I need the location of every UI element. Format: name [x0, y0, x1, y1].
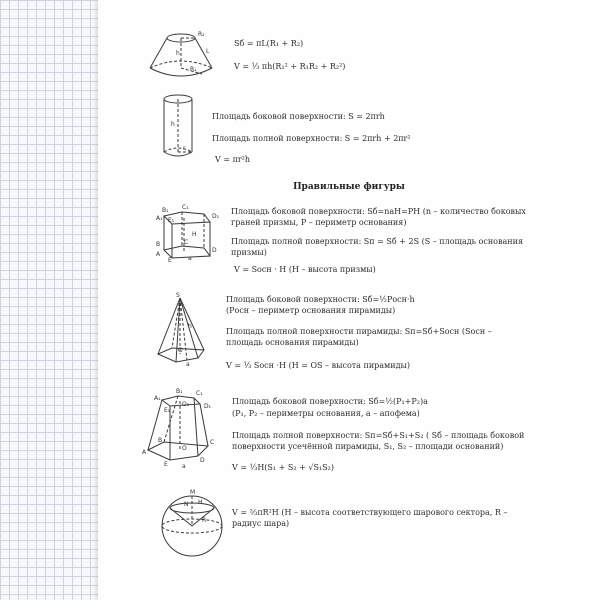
graph-paper-margin	[0, 0, 98, 600]
truncated-lateral-formula: Площадь боковой поверхности: Sб=½(P₁+P₂)a	[232, 397, 428, 406]
label-d: D	[212, 247, 217, 254]
section-title: Правильные фигуры	[293, 182, 405, 192]
label-d: D	[200, 457, 205, 464]
prism-total-formula: Площадь полной поверхности: Sп = Sб + 2S (S – площадь основания призмы)	[231, 237, 523, 257]
prism-figure	[154, 206, 220, 262]
label-l: L	[206, 48, 210, 55]
label-c1: C₁	[182, 204, 189, 211]
label-c: C	[184, 239, 189, 246]
label-e: E	[164, 461, 168, 468]
label-b: B	[158, 437, 163, 444]
label-a1: A₁	[154, 395, 161, 402]
label-e: E	[168, 257, 172, 264]
label-h: H	[192, 231, 197, 238]
label-d1: D₁	[204, 403, 212, 410]
label-r2: R₂	[198, 31, 205, 38]
label-h: h	[171, 121, 175, 128]
prism-volume-formula: V = Sосн · H (H – высота призмы)	[234, 265, 376, 274]
label-a: a	[186, 361, 190, 368]
label-a-edge: a	[188, 255, 192, 262]
label-c1: C₁	[196, 390, 203, 397]
cylinder-total-formula: Площадь полной поверхности: S = 2πrh + 2πr²	[212, 134, 411, 143]
truncated-volume-formula: V = ⅓H(S₁ + S₂ + √S₁S₂)	[232, 463, 334, 472]
frustum-cone-figure	[146, 28, 216, 86]
label-s: S	[176, 292, 180, 299]
label-b: B	[156, 241, 161, 248]
label-a: A	[156, 251, 161, 258]
label-h: h	[188, 323, 192, 330]
truncated-total-formula: Площадь полной поверхности: Sп=Sб+S₁+S₂ ( Sб – площадь боковой поверхности усечённой пирамиды, S₁, S₂ – площади оснований)	[232, 431, 525, 451]
prism-lateral-formula: Площадь боковой поверхности: Sб=naH=PH (n – количество боковых граней призмы, P – периметр основания)	[231, 207, 526, 227]
pyramid-figure	[150, 294, 214, 366]
label-o: O	[182, 445, 187, 452]
label-n: N	[184, 501, 189, 508]
label-r: R	[202, 517, 207, 524]
cylinder-volume-formula: V = πr²h	[215, 155, 251, 164]
sphere-volume-formula: V = ⅔πR²H (H – высота соответствующего шарового сектора, R – радиус шара)	[232, 508, 508, 528]
label-b1: B₁	[176, 388, 183, 395]
truncated-lateral-note: (P₁, P₂ – периметры основания, a – апофема)	[232, 409, 420, 418]
sphere-sector-figure	[156, 488, 228, 560]
label-o: O	[178, 347, 183, 354]
label-e1: E₁	[164, 407, 171, 414]
frustum-volume-formula: V = ⅓ πh(R₁² + R₁R₂ + R₂²)	[234, 62, 346, 71]
label-d1: D₁	[212, 213, 220, 220]
label-r1: R₁	[190, 66, 197, 73]
pyramid-lateral-note: (Pосн – периметр основания пирамиды)	[226, 306, 396, 315]
label-h: H	[198, 499, 203, 506]
label-a: A	[142, 449, 147, 456]
label-b1: B₁	[162, 207, 169, 214]
cylinder-figure	[158, 92, 198, 162]
label-a-apothem: a	[182, 463, 186, 470]
label-c: C	[210, 439, 215, 446]
label-h: h	[176, 50, 180, 57]
frustum-lateral-formula: Sб = πL(R₁ + R₂)	[234, 39, 304, 48]
label-e1: E₁	[168, 217, 175, 224]
cylinder-lateral-formula: Площадь боковой поверхности: S = 2πrh	[212, 112, 385, 121]
pyramid-total-formula: Площадь полной поверхности пирамиды: Sп=Sб+Sосн (Sосн – площадь основания пирамиды)	[226, 327, 492, 347]
label-o1: O₁	[182, 401, 190, 408]
label-m: M	[190, 489, 196, 496]
pyramid-lateral-formula: Площадь боковой поверхности: Sб=½Pосн·h	[226, 295, 415, 304]
formula-sheet	[98, 0, 600, 600]
label-r: r	[183, 145, 186, 152]
pyramid-volume-formula: V = ⅓ Sосн ·H (H = OS – высота пирамиды)	[226, 361, 411, 370]
truncated-pyramid-figure	[142, 388, 222, 470]
label-a1: A₁	[156, 215, 163, 222]
